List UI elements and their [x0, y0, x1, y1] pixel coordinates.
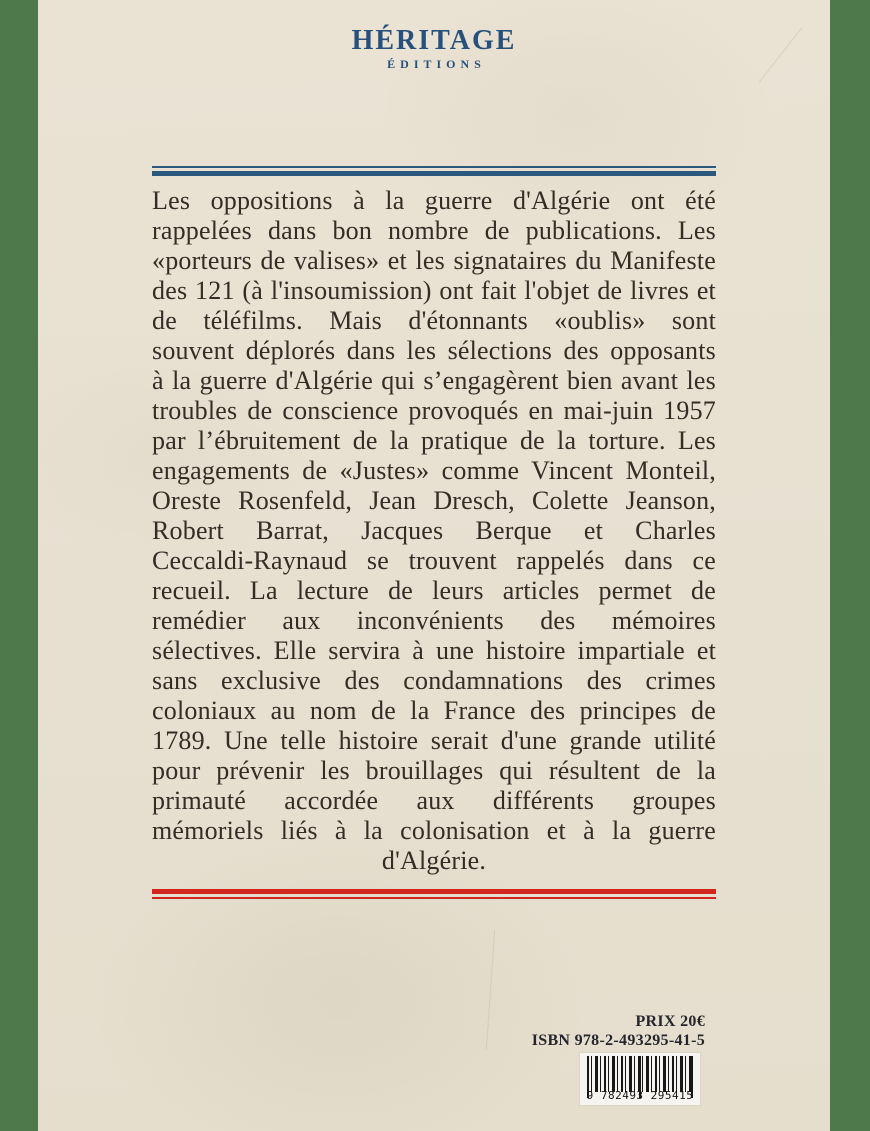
- body-text-line: remédier aux inconvénients des mémoires: [152, 606, 716, 635]
- top-divider-rule: [152, 166, 716, 176]
- body-text-line: rappelées dans bon nombre de publications. Les: [152, 216, 716, 245]
- body-text-line: Oreste Rosenfeld, Jean Dresch, Colette Jeanson,: [152, 486, 716, 515]
- isbn-label: ISBN 978-2-493295-41-5: [531, 1032, 705, 1049]
- body-text-line: engagements de «Justes» comme Vincent Monteil,: [152, 456, 716, 485]
- body-text-line: sélectives. Elle servira à une histoire impartiale et: [152, 636, 716, 665]
- body-text-line: souvent déplorés dans les sélections des opposants: [152, 336, 716, 365]
- publisher-name: HÉRITAGE: [351, 25, 517, 56]
- barcode-digits: 9 782493 295415: [586, 1089, 694, 1102]
- body-text-line: 1789. Une telle histoire serait d'une grande utilité: [152, 726, 716, 755]
- body-text-line: mémoriels liés à la colonisation et à la guerre: [152, 816, 716, 845]
- publisher-subtitle: ÉDITIONS: [387, 57, 486, 71]
- body-text-line: Ceccaldi-Raynaud se trouvent rappelés dans ce: [152, 546, 716, 575]
- body-text-line: Les oppositions à la guerre d'Algérie ont été: [152, 186, 716, 215]
- body-text-line: primauté accordée aux différents groupes: [152, 786, 716, 815]
- back-cover-blurb: [152, 186, 716, 876]
- body-text-line: recueil. La lecture de leurs articles permet de: [152, 576, 716, 605]
- top-divider-thick-line: [152, 171, 716, 176]
- body-text-line: par l’ébruitement de la pratique de la torture. Les: [152, 426, 716, 455]
- bottom-divider-thin-line: [152, 897, 716, 899]
- paper-crease: [486, 930, 495, 1050]
- body-text-line: Robert Barrat, Jacques Berque et Charles: [152, 516, 716, 545]
- book-back-cover: [38, 0, 830, 1131]
- top-divider-thin-line: [152, 166, 716, 168]
- body-text-line: des 121 (à l'insoumission) ont fait l'objet de livres et: [152, 276, 716, 305]
- price-isbn-block: [532, 1012, 705, 1050]
- price-label: PRIX 20€: [635, 1013, 705, 1030]
- body-text-line: coloniaux au nom de la France des principes de: [152, 696, 716, 725]
- body-text-line: de téléfilms. Mais d'étonnants «oublis» sont: [152, 306, 716, 335]
- body-text-line: troubles de conscience provoqués en mai-juin 1957: [152, 396, 716, 425]
- bottom-divider-thick-line: [152, 889, 716, 894]
- body-text-line: à la guerre d'Algérie qui s’engagèrent bien avant les: [152, 366, 716, 395]
- body-text-line: «porteurs de valises» et les signataires du Manifeste: [152, 246, 716, 275]
- body-text-line: pour prévenir les brouillages qui résultent de la: [152, 756, 716, 785]
- body-text-line: sans exclusive des condamnations des crimes: [152, 666, 716, 695]
- publisher-logo: [38, 26, 830, 72]
- body-text-line: d'Algérie.: [381, 846, 487, 875]
- barcode: [580, 1053, 700, 1105]
- bottom-divider-rule: [152, 889, 716, 899]
